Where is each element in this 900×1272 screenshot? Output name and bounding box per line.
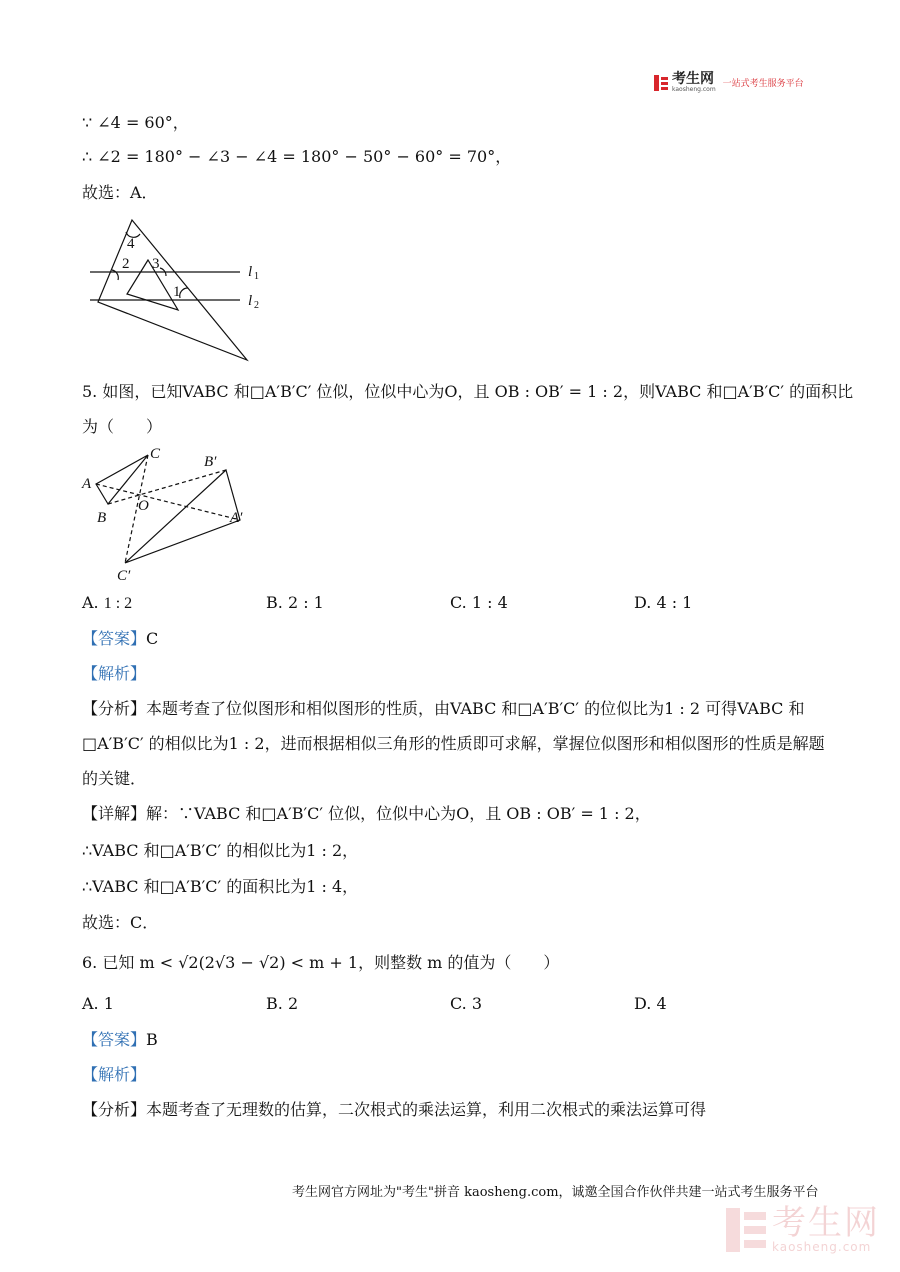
q4-line2: ∴ ∠2 = 180° − ∠3 − ∠4 = 180° − 50° − 60° = 70°，	[82, 147, 512, 166]
q5-fenxi-line2: □A′B′C′ 的相似比为1 : 2，进而根据相似三角形的性质即可求解，掌握位似图形和相似图形的性质是解题	[82, 734, 825, 753]
q6-fenxi-line1: 【分析】本题考查了无理数的估算，二次根式的乘法运算，利用二次根式的乘法运算可得	[82, 1100, 707, 1119]
label-A-prime: A′	[230, 510, 243, 526]
q6-stem: 6. 已知 m < √2(2√3 − √2) < m + 1，则整数 m 的值为（ ）	[82, 953, 560, 972]
label-l2-sub: 2	[254, 300, 259, 311]
q6-option-a: A. 1	[82, 994, 114, 1013]
watermark-text: 考生网	[772, 1203, 880, 1243]
angle-arc-1	[180, 288, 188, 298]
q5-fenxi-line1: 【分析】本题考查了位似图形和相似图形的性质，由VABC 和□A′B′C′ 的位似比为1 : 2 可得VABC 和	[82, 699, 805, 718]
watermark-logo-icon	[726, 1208, 766, 1252]
label-2: 2	[122, 256, 130, 272]
q6-option-d: D. 4	[634, 994, 667, 1013]
q5-option-c: C. 1 : 4	[450, 593, 508, 612]
q4-line1: ∵ ∠4 = 60°，	[82, 113, 189, 132]
label-B: B	[97, 510, 107, 526]
label-B-prime: B′	[204, 454, 217, 470]
q5-choose: 故选：C．	[82, 913, 159, 932]
kaosheng-logo-icon	[654, 75, 668, 91]
q6-analysis-tag: 【解析】	[82, 1065, 147, 1084]
header-brand: 考生网 kaosheng.com	[672, 71, 716, 93]
triangle-abc	[96, 455, 148, 504]
q5-xiangjie-line2: ∴VABC 和□A′B′C′ 的相似比为1 : 2，	[82, 841, 359, 860]
label-3: 3	[152, 256, 160, 272]
q6-option-c: C. 3	[450, 994, 483, 1013]
q5-xiangjie-line1: 【详解】解：∵VABC 和□A′B′C′ 位似，位似中心为O，且 OB : OB′ = 1 : 2，	[82, 804, 651, 823]
q4-choose: 故选：A．	[82, 183, 158, 202]
label-C: C	[150, 446, 161, 462]
q6-answer: 【答案】B	[82, 1030, 158, 1049]
q5-xiangjie-line3: ∴VABC 和□A′B′C′ 的面积比为1 : 4，	[82, 877, 359, 896]
q5-answer: 【答案】C	[82, 629, 159, 648]
label-1: 1	[173, 284, 181, 300]
label-C-prime: C′	[117, 568, 131, 584]
q5-stem-line2: 为（ ）	[82, 417, 163, 436]
label-A: A	[82, 476, 92, 492]
q5-option-a: A. 1 : 2	[82, 593, 133, 612]
label-4: 4	[127, 236, 135, 252]
label-l2: l	[248, 293, 253, 309]
q6-option-b: B. 2	[266, 994, 299, 1013]
q5-option-d: D. 4 : 1	[634, 593, 693, 612]
q4-figure	[80, 210, 280, 370]
q5-figure	[80, 440, 260, 590]
watermark	[726, 1203, 880, 1254]
label-O: O	[138, 498, 149, 514]
watermark-url: kaosheng.com	[772, 1240, 872, 1254]
footer-text: 考生网官方网址为"考生"拼音 kaosheng.com，诚邀全国合作伙伴共建一站式考生服务平台	[292, 1185, 819, 1200]
header-logo	[654, 72, 804, 93]
q5-option-b: B. 2 : 1	[266, 593, 324, 612]
q5-fenxi-line3: 的关键．	[82, 769, 147, 788]
label-l1-sub: 1	[254, 271, 259, 282]
q5-analysis-tag: 【解析】	[82, 664, 147, 683]
label-l1: l	[248, 264, 253, 280]
q5-stem-line1: 5. 如图，已知VABC 和□A′B′C′ 位似，位似中心为O，且 OB : OB′ = 1 : 2，则VABC 和□A′B′C′ 的面积比	[82, 382, 854, 401]
header-tagline: 一站式考生服务平台	[722, 79, 804, 89]
